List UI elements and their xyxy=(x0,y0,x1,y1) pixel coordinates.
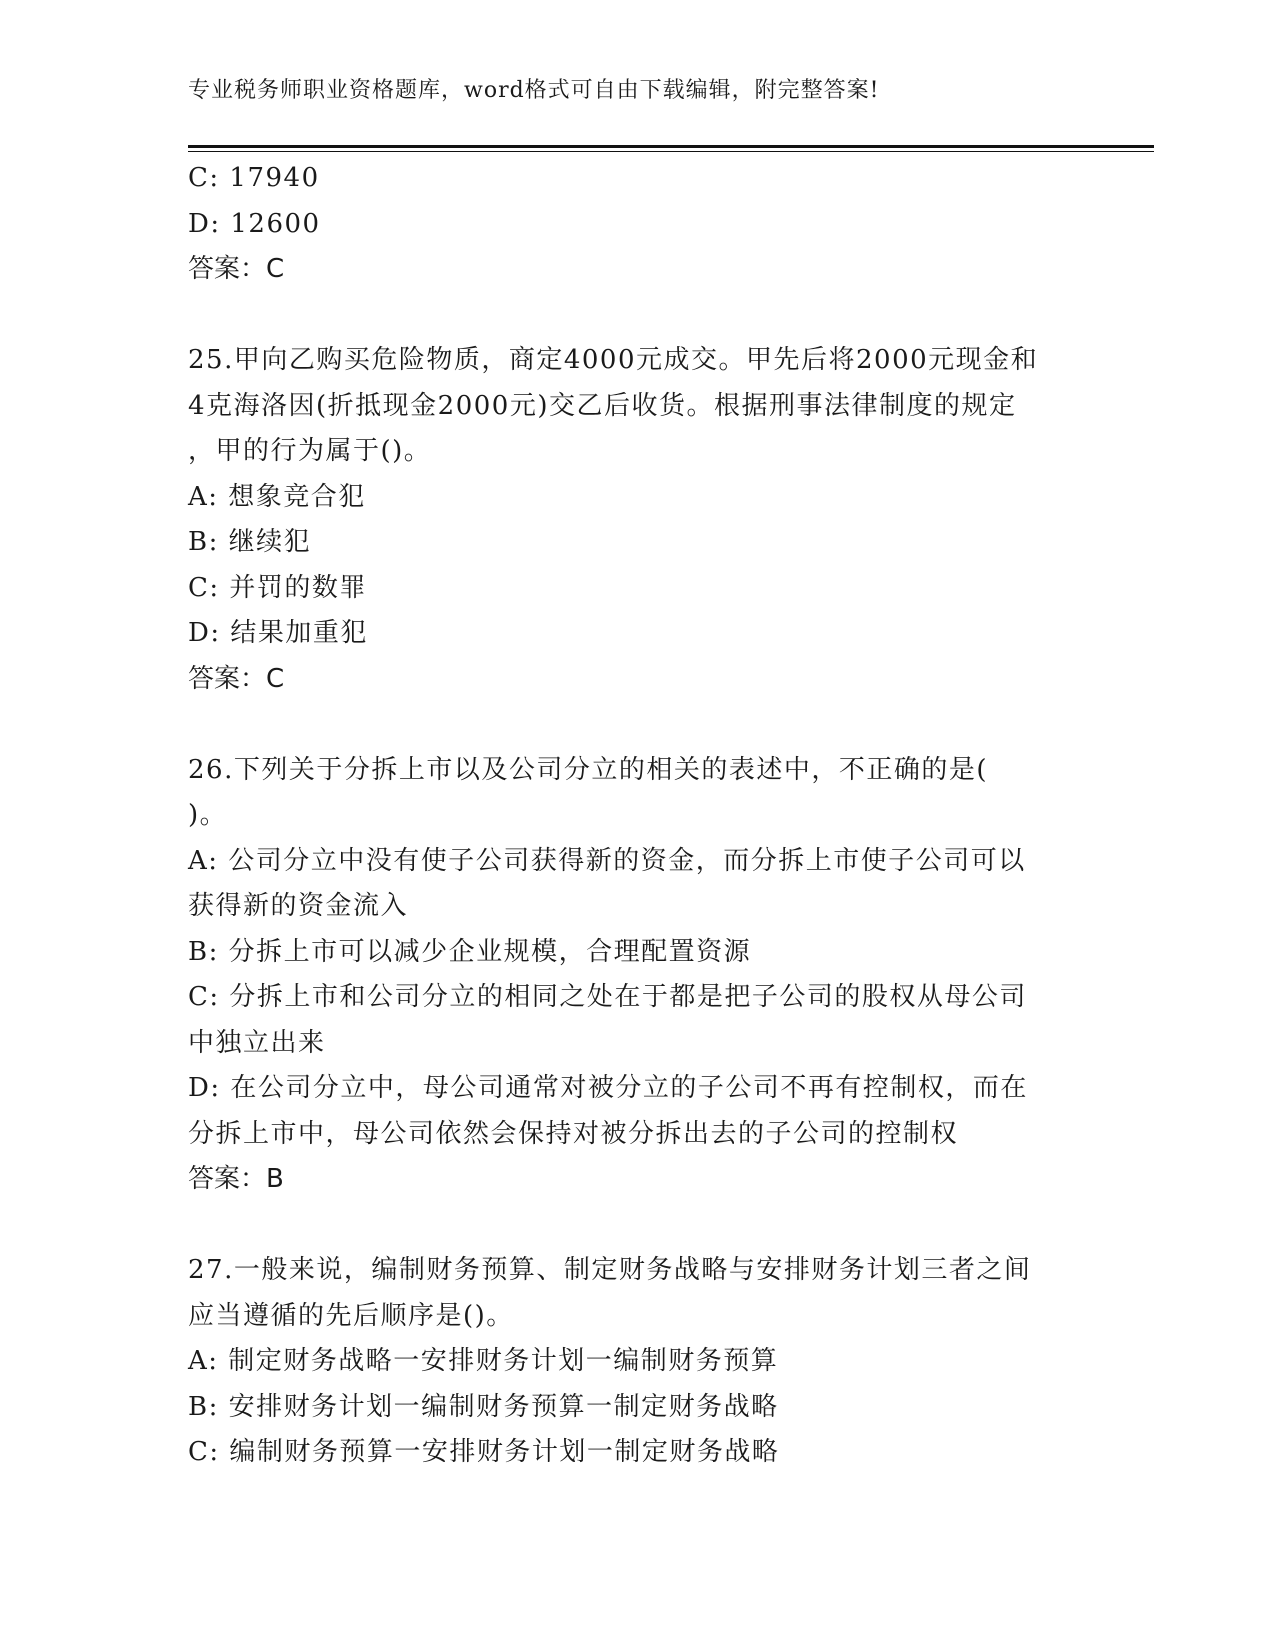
q26-option-b: B: 分拆上市可以减少企业规模，合理配置资源 xyxy=(188,936,752,967)
q25-option-a: A: 想象竞合犯 xyxy=(188,481,366,512)
q27-option-c: C: 编制财务预算一安排财务计划一制定财务战略 xyxy=(188,1437,780,1467)
q24-option-d: D: 12600 xyxy=(188,208,321,239)
header-rule-thick xyxy=(188,145,1154,148)
q24-option-c: C: 17940 xyxy=(188,163,320,193)
q26-option-d-line-2: 分拆上市中，母公司依然会保持对被分拆出去的子公司的控制权 xyxy=(188,1118,959,1149)
header-rule-thin xyxy=(188,151,1154,152)
q25-option-b: B: 继续犯 xyxy=(188,527,312,557)
q26-option-a-line-1: A: 公司分立中没有使子公司获得新的资金，而分拆上市使子公司可以 xyxy=(188,845,1026,876)
q27-option-a: A: 制定财务战略一安排财务计划一编制财务预算 xyxy=(188,1346,779,1376)
q26-option-a-line-2: 获得新的资金流入 xyxy=(188,891,409,921)
q25-option-c: C: 并罚的数罪 xyxy=(188,572,367,603)
q27-option-b: B: 安排财务计划一编制财务预算一制定财务战略 xyxy=(188,1391,779,1422)
q25-answer: 答案：C xyxy=(188,663,285,694)
q26-stem-line-1: 26.下列关于分拆上市以及公司分立的相关的表述中，不正确的是( xyxy=(188,754,988,785)
page-header: 专业税务师职业资格题库，word格式可自由下载编辑，附完整答案! xyxy=(188,78,880,103)
q25-option-d: D: 结果加重犯 xyxy=(188,618,368,648)
q27-stem-line-2: 应当遵循的先后顺序是()。 xyxy=(188,1300,514,1331)
q24-answer: 答案：C xyxy=(188,254,285,284)
spacer xyxy=(188,293,1088,339)
question-content xyxy=(188,156,1088,1476)
q26-answer: 答案：B xyxy=(188,1164,284,1194)
q26-stem-line-2: )。 xyxy=(188,800,228,830)
q25-stem-line-1: 25.甲向乙购买危险物质，商定4000元成交。甲先后将2000元现金和 xyxy=(188,345,1039,375)
q25-stem-line-2: 4克海洛因(折抵现金2000元)交乙后收货。根据刑事法律制度的规定 xyxy=(188,390,1017,421)
q26-option-c-line-2: 中独立出来 xyxy=(188,1027,326,1058)
spacer xyxy=(188,1203,1088,1249)
q27-stem-line-1: 27.一般来说，编制财务预算、制定财务战略与安排财务计划三者之间 xyxy=(188,1255,1032,1285)
spacer xyxy=(188,702,1088,748)
q26-option-c-line-1: C: 分拆上市和公司分立的相同之处在于都是把子公司的股权从母公司 xyxy=(188,982,1027,1012)
q25-stem-line-3: ，甲的行为属于()。 xyxy=(188,436,432,466)
q26-option-d-line-1: D: 在公司分立中，母公司通常对被分立的子公司不再有控制权，而在 xyxy=(188,1073,1028,1103)
